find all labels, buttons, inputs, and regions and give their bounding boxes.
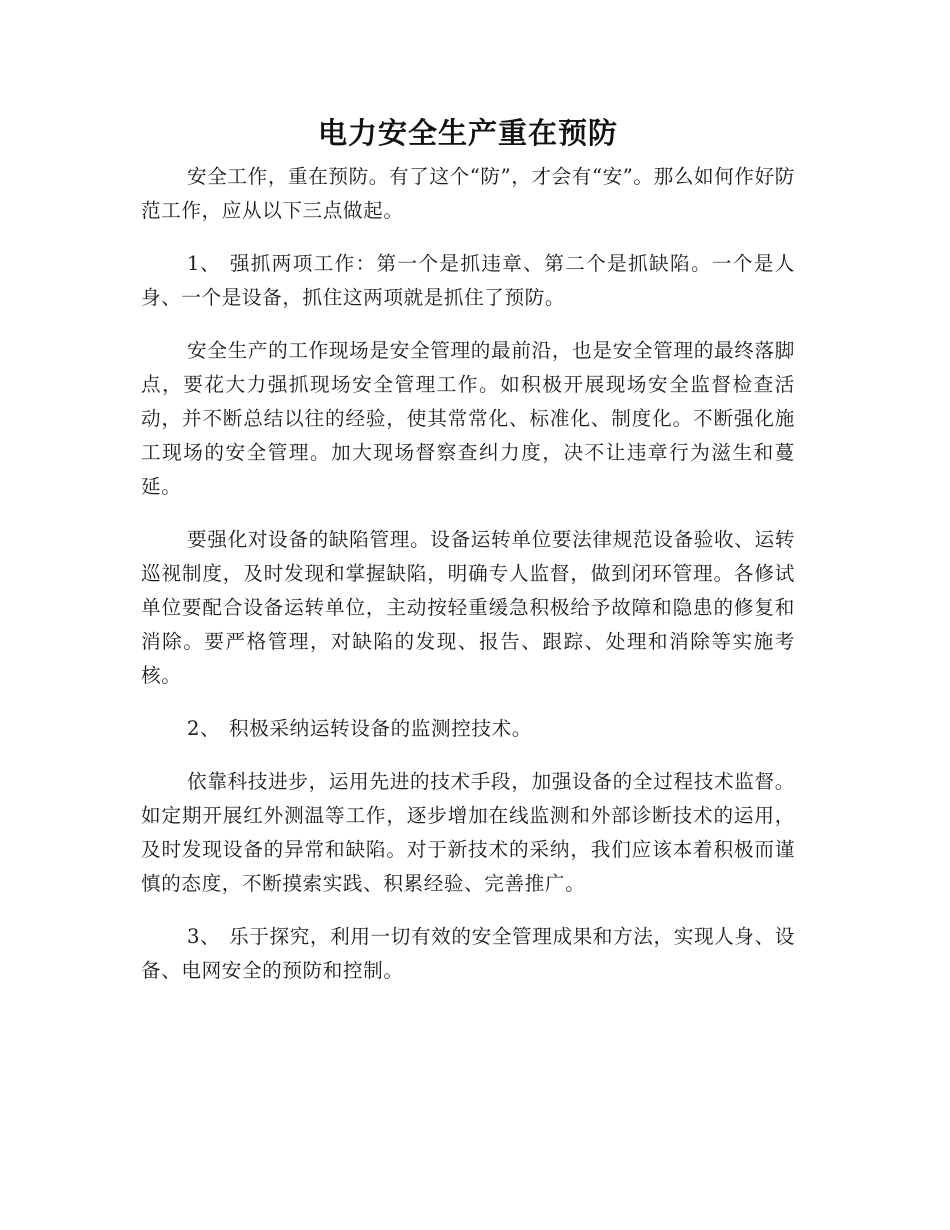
paragraph-technology xyxy=(141,765,795,901)
paragraph-text: 积极采纳运转设备的监测控技术。 xyxy=(229,717,532,740)
paragraph-text: 要强化对设备的缺陷管理。设备运转单位要法律规范设备验收、运转巡视制度，及时发现和掌握缺陷，明确专人监督，做到闭环管理。各修试单位要配合设备运转单位，主动按轻重缓急积极给予故障和隐患的修复和消除。要严格管理，对缺陷的发现、报告、跟踪、处理和消除等实施考核。 xyxy=(141,528,795,687)
paragraph-text: 依靠科技进步，运用先进的技术手段，加强设备的全过程技术监督。如定期开展红外测温等工作，逐步增加在线监测和外部诊断技术的运用，及时发现设备的异常和缺陷。对于新技术的采纳，我们应该本着积极而谨慎的态度，不断摸索实践、积累经验、完善推广。 xyxy=(141,770,795,895)
list-number: 3、 xyxy=(187,925,221,948)
document-title: 电力安全生产重在预防 xyxy=(317,116,618,150)
paragraph-text: 强抓两项工作：第一个是抓违章、第二个是抓缺陷。一个是人身、一个是设备，抓住这两项就是抓住了预防。 xyxy=(141,252,795,309)
paragraph-defect-management xyxy=(141,523,795,693)
list-number: 1、 xyxy=(187,252,221,275)
list-number: 2、 xyxy=(187,717,221,740)
paragraph-site-safety xyxy=(141,334,795,504)
paragraph-point-3 xyxy=(141,920,795,988)
paragraph-point-1 xyxy=(141,247,795,315)
paragraph-text: 安全生产的工作现场是安全管理的最前沿，也是安全管理的最终落脚点，要花大力强抓现场安全管理工作。如积极开展现场安全监督检查活动，并不断总结以往的经验，使其常常化、标准化、制度化。不断强化施工现场的安全管理。加大现场督察查纠力度，决不让违章行为滋生和蔓延。 xyxy=(141,339,795,498)
paragraph-text: 乐于探究，利用一切有效的安全管理成果和方法，实现人身、设备、电网安全的预防和控制。 xyxy=(141,925,795,982)
paragraph-point-2 xyxy=(141,712,795,746)
paragraph-text: 安全工作，重在预防。有了这个“防”，才会有“安”。那么如何作好防范工作，应从以下三点做起。 xyxy=(141,165,795,222)
document-page xyxy=(141,108,795,1007)
paragraph-intro xyxy=(141,160,795,228)
